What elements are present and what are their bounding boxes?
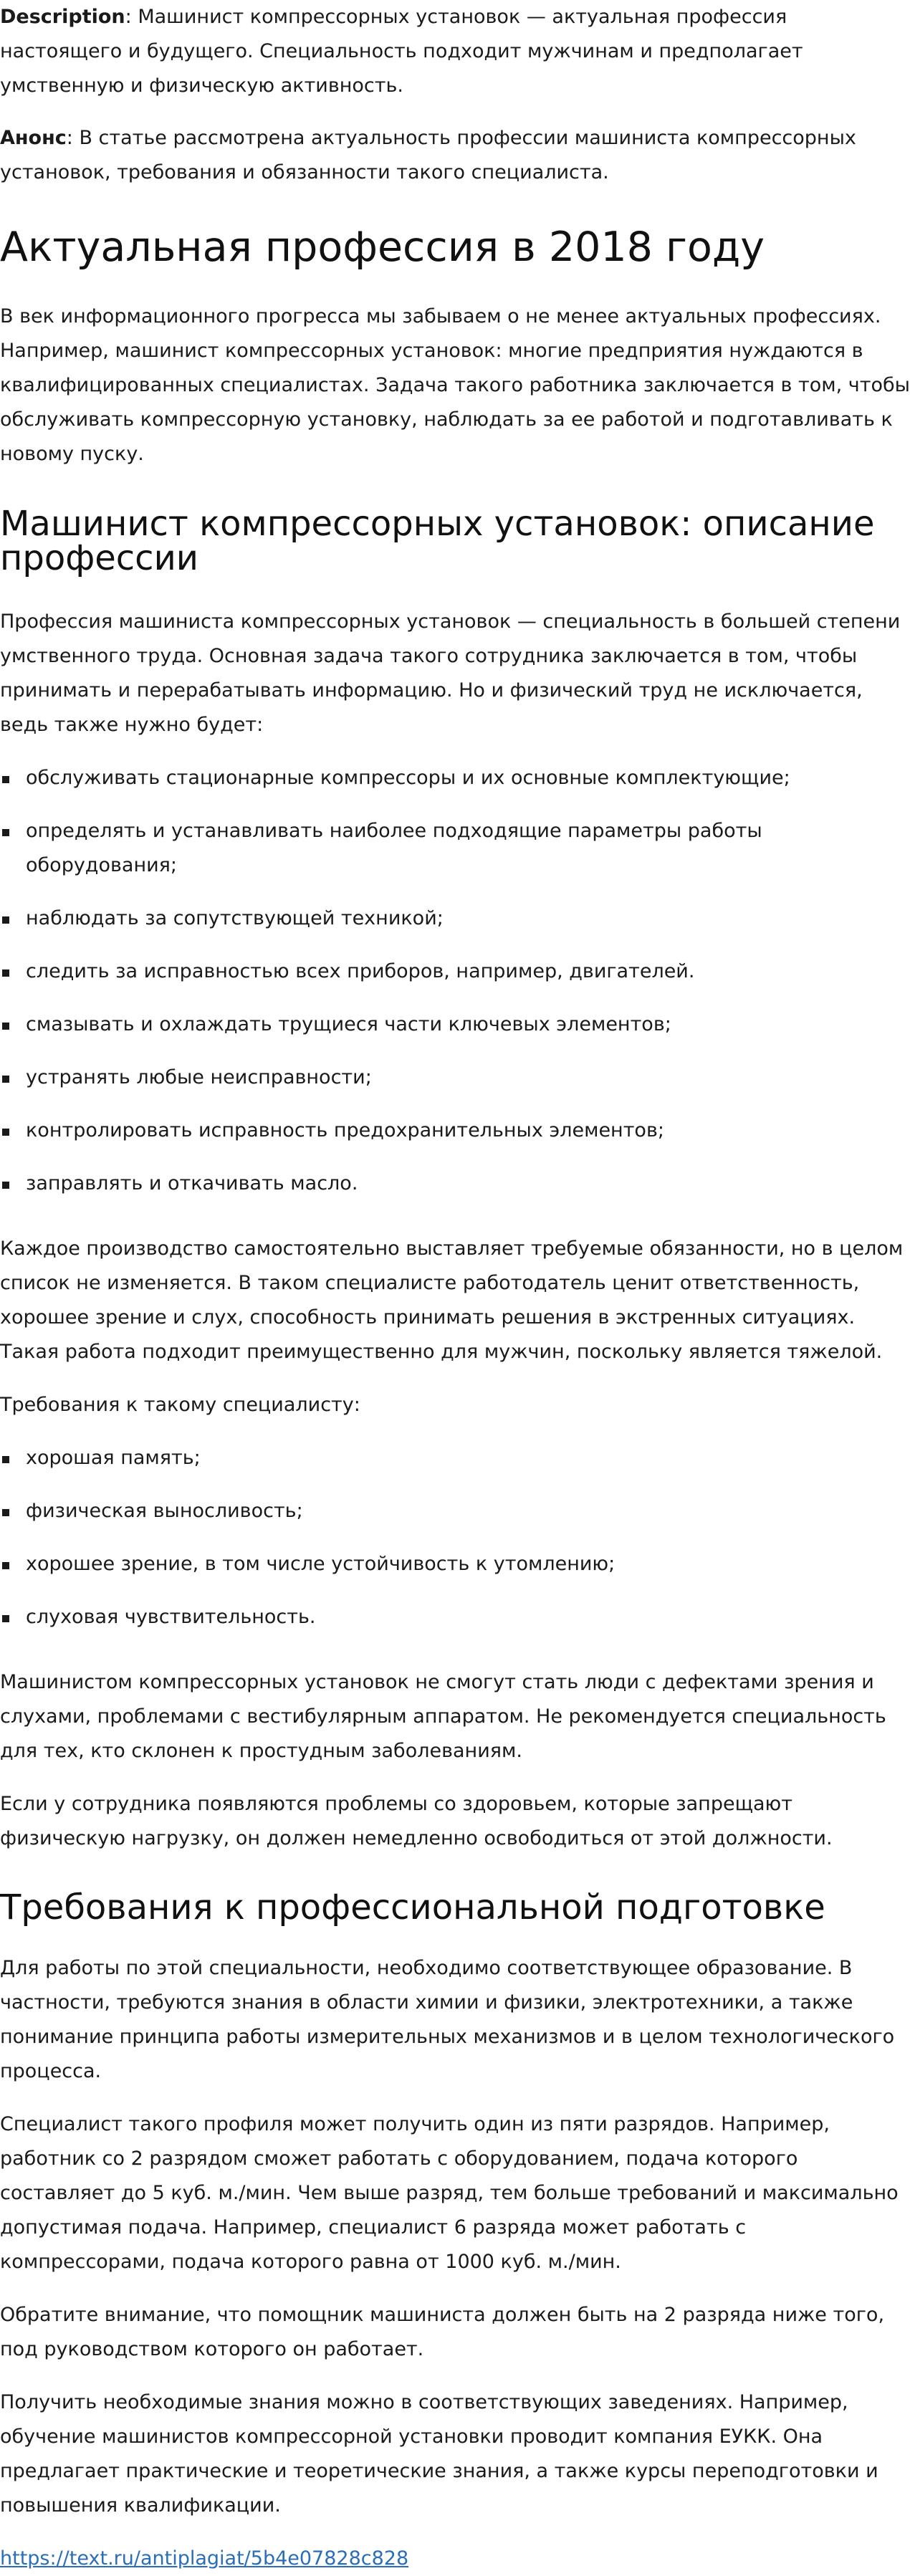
anons-text: : В статье рассмотрена актуальность профессии машиниста компрессорных установок, требования и обязанности такого специалиста. (0, 127, 856, 183)
section1-paragraph: В век информационного прогресса мы забываем о не менее актуальных профессиях. Например, машинист компрессорных установок: многие предприятия нуждаются в квалифицированных специалистах. Задача такого работника заключается в том, чтобы обслуживать компрессорную установку, наблюдать за ее работой и подготавливать к новому пуску. (0, 305, 910, 465)
description-label: Description (0, 6, 125, 28)
bullet-icon (2, 1509, 9, 1516)
bullet-icon (2, 1615, 9, 1622)
list-item: слуховая чувствительность. (0, 1600, 910, 1634)
bullet-icon (2, 969, 9, 977)
bullet-icon (2, 1129, 9, 1136)
restrictions-paragraph: Машинистом компрессорных установок не смогут стать люди с дефектами зрения и слухами, проблемами с вестибулярным аппаратом. Не рекомендуется специальность для тех, кто склонен к простудным заболеваниям. (0, 1671, 886, 1762)
bullet-icon (2, 1562, 9, 1569)
list-item: наблюдать за сопутствующей техникой; (0, 901, 910, 936)
list-item: определять и устанавливать наиболее подходящие параметры работы оборудования; (0, 814, 910, 883)
section2-heading: Машинист компрессорных установок: описание профессии (0, 504, 875, 578)
anons-label: Анонс (0, 127, 67, 149)
requirements-list (0, 1441, 910, 1634)
bullet-icon (2, 1182, 9, 1189)
bullet-icon (2, 1456, 9, 1463)
source-link[interactable]: https://text.ru/antiplagiat/5b4e07828c828 (0, 2547, 409, 2570)
section3-paragraph-3: Обратите внимание, что помощник машиниста должен быть на 2 разряда ниже того, под руководством которого он работает. (0, 2304, 885, 2360)
list-item: смазывать и охлаждать трущиеся части ключевых элементов; (0, 1007, 910, 1042)
section2-intro: Профессия машиниста компрессорных установок — специальность в большей степени умственного труда. Основная задача такого сотрудника заключается в том, чтобы принимать и перерабатывать информацию. Но и физический труд не исключается, ведь также нужно будет: (0, 611, 901, 736)
anons-paragraph (0, 121, 910, 190)
list-item: следить за исправностью всех приборов, например, двигателей. (0, 954, 910, 989)
list-item: устранять любые неисправности; (0, 1060, 910, 1095)
section3-heading: Требования к профессиональной подготовке (0, 1887, 825, 1928)
bullet-icon (2, 776, 9, 783)
list-item: хорошее зрение, в том числе устойчивость к утомлению; (0, 1547, 910, 1581)
after-duties-paragraph: Каждое производство самостоятельно выставляет требуемые обязанности, но в целом список не изменяется. В таком специалисте работодатель ценит ответственность, хорошее зрение и слух, способность принимать решения в экстренных ситуациях. Такая работа подходит преимущественно для мужчин, поскольку является тяжелой. (0, 1237, 904, 1363)
bullet-icon (2, 1023, 9, 1030)
list-item: заправлять и откачивать масло. (0, 1167, 910, 1201)
list-item: обслуживать стационарные компрессоры и их основные комплектующие; (0, 761, 910, 795)
bullet-icon (2, 829, 9, 836)
requirements-intro: Требования к такому специалисту: (0, 1394, 360, 1416)
health-paragraph: Если у сотрудника появляются проблемы со здоровьем, которые запрещают физическую нагрузку, он должен немедленно освободиться от этой должности. (0, 1793, 833, 1849)
bullet-icon (2, 916, 9, 924)
section3-paragraph-4: Получить необходимые знания можно в соответствующих заведениях. Например, обучение машинистов компрессорной установки проводит компания ЕУКК. Она предлагает практические и теоретические знания, а также курсы переподготовки и повышения квалификации. (0, 2391, 878, 2517)
bullet-icon (2, 1076, 9, 1083)
duties-list (0, 761, 910, 1201)
list-item: физическая выносливость; (0, 1494, 910, 1528)
source-link-container (0, 2542, 910, 2576)
list-item: хорошая память; (0, 1441, 910, 1475)
description-paragraph (0, 0, 910, 103)
section3-paragraph-2: Специалист такого профиля может получить один из пяти разрядов. Например, работник со 2 разрядом сможет работать с оборудованием, подача которого составляет до 5 куб. м./мин. Чем выше разряд, тем больше требований и максимально допустимая подача. Например, специалист 6 разряда может работать с компрессорами, подача которого равна от 1000 куб. м./мин. (0, 2113, 899, 2273)
section3-paragraph-1: Для работы по этой специальности, необходимо соответствующее образование. В частности, требуются знания в области химии и физики, электротехники, а также понимание принципа работы измерительных механизмов и в целом технологического процесса. (0, 1957, 895, 2082)
section1-heading: Актуальная профессия в 2018 году (0, 224, 765, 271)
description-text: : Машинист компрессорных установок — актуальная профессия настоящего и будущего. Специальность подходит мужчинам и предполагает умственную и физическую активность. (0, 6, 803, 97)
list-item: контролировать исправность предохранительных элементов; (0, 1114, 910, 1148)
